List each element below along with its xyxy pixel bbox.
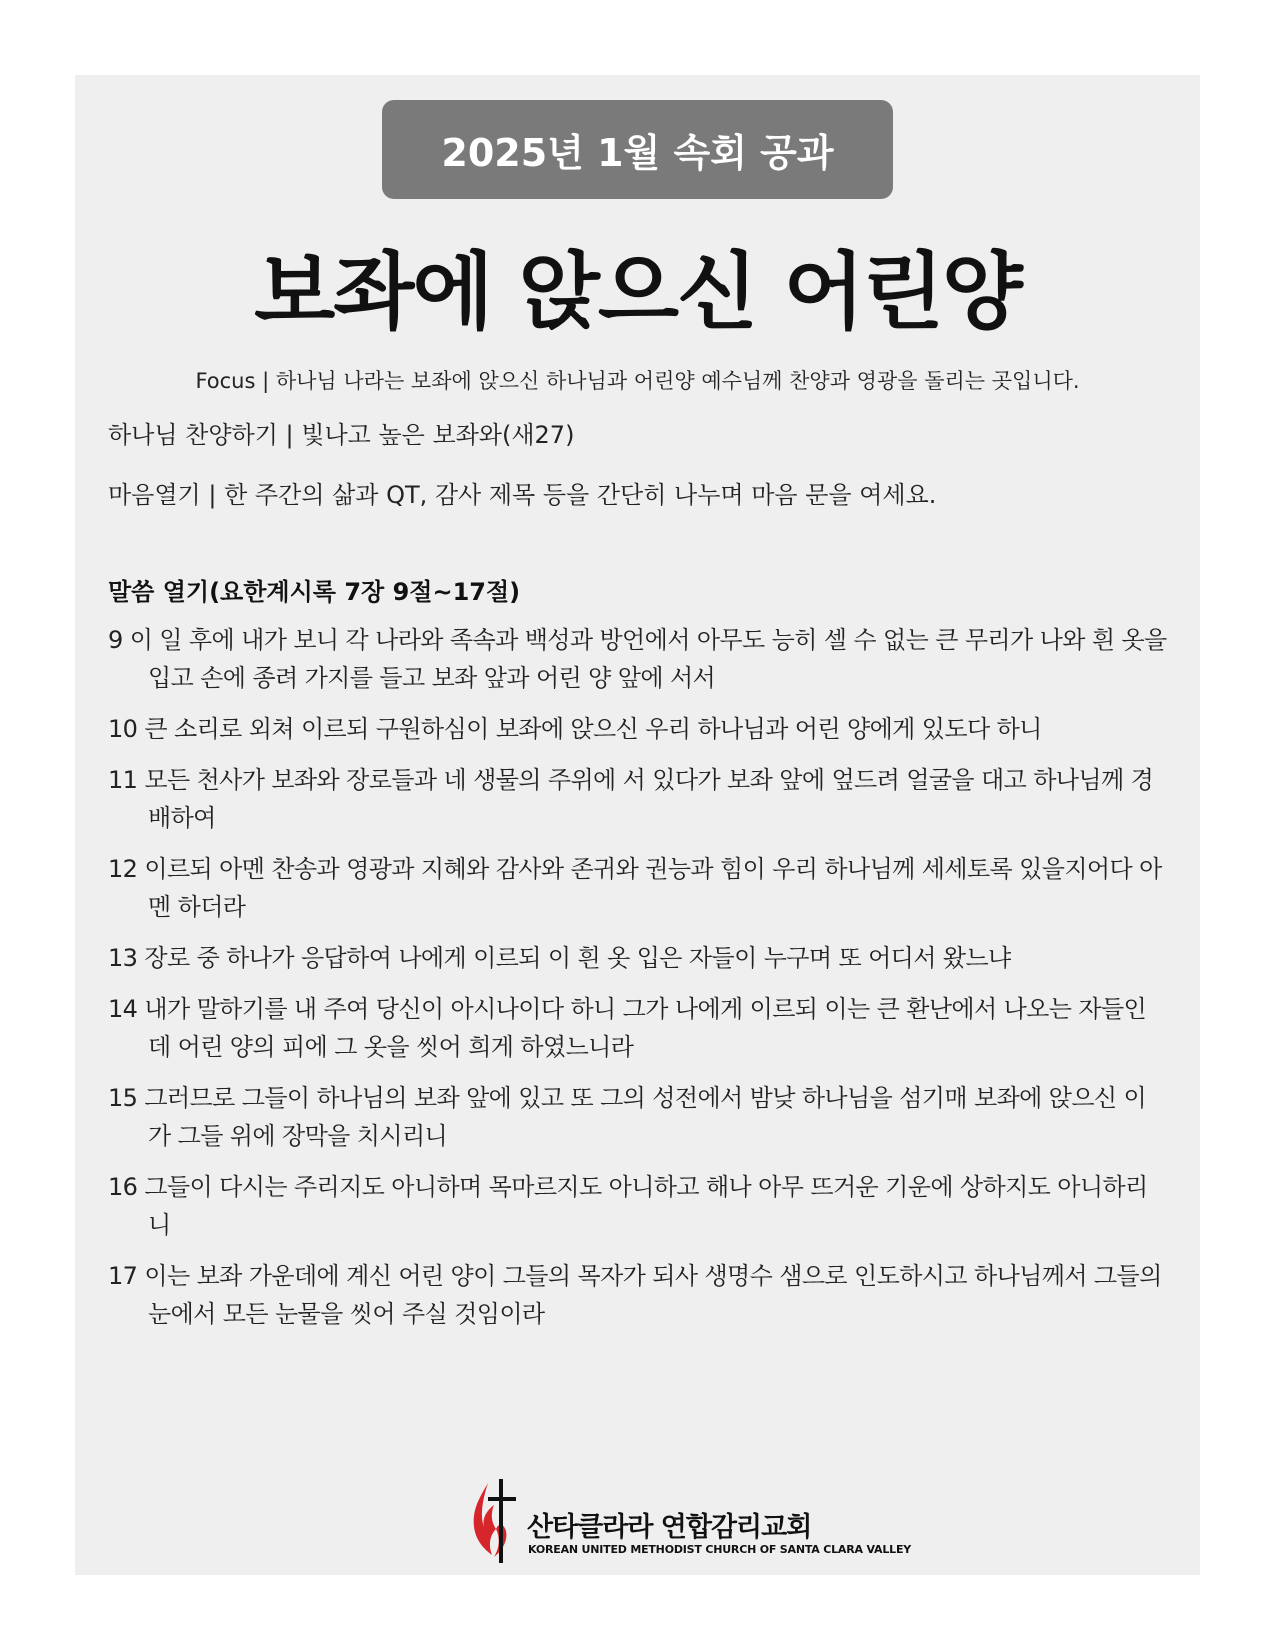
date-badge: 2025년 1월 속회 공과 [382, 100, 893, 199]
page-title: 보좌에 앉으신 어린양 [254, 243, 1021, 341]
verse-16: 16 그들이 다시는 주리지도 아니하며 목마르지도 아니하고 해나 아무 뜨거운 기운에 상하지도 아니하리니 [108, 1173, 1148, 1239]
scripture-heading: 말씀 열기(요한계시록 7장 9절~17절) [108, 578, 521, 606]
verse-11: 11 모든 천사가 보좌와 장로들과 네 생물의 주위에 서 있다가 보좌 앞에 엎드려 얼굴을 대고 하나님께 경배하여 [108, 766, 1154, 832]
verse-17: 17 이는 보좌 가운데에 계신 어린 양이 그들의 목자가 되사 생명수 샘으로 인도하시고 하나님께서 그들의 눈에서 모든 눈물을 씻어 주실 것임이라 [108, 1262, 1162, 1328]
verse-10: 10 큰 소리로 외쳐 이르되 구원하심이 보좌에 앉으신 우리 하나님과 어린 양에게 있도다 하니 [108, 715, 1042, 743]
church-logo [470, 1475, 912, 1567]
verse-13: 13 장로 중 하나가 응답하여 나에게 이르되 이 흰 옷 입은 자들이 누구며 또 어디서 왔느냐 [108, 944, 1011, 972]
lesson-sheet [75, 75, 1200, 1575]
church-name-english: KOREAN UNITED METHODIST CHURCH OF SANTA CLARA VALLEY [528, 1543, 912, 1556]
verse-12: 12 이르되 아멘 찬송과 영광과 지혜와 감사와 존귀와 권능과 힘이 우리 하나님께 세세토록 있을지어다 아멘 하더라 [108, 855, 1162, 921]
verse-list [108, 621, 1168, 1346]
focus-statement: Focus | 하나님 나라는 보좌에 앉으신 하나님과 어린양 예수님께 찬양과 영광을 돌리는 곳입니다. [195, 369, 1080, 393]
open-heart-line: 마음열기 | 한 주간의 삶과 QT, 감사 제목 등을 간단히 나누며 마음 문을 여세요. [108, 481, 937, 509]
verse-14: 14 내가 말하기를 내 주여 당신이 아시나이다 하니 그가 나에게 이르되 이는 큰 환난에서 나오는 자들인데 어린 양의 피에 그 옷을 씻어 희게 하였느니라 [108, 995, 1147, 1061]
verse-15: 15 그러므로 그들이 하나님의 보좌 앞에 있고 또 그의 성전에서 밤낮 하나님을 섬기매 보좌에 앉으신 이가 그들 위에 장막을 치시리니 [108, 1084, 1147, 1150]
praise-line: 하나님 찬양하기 | 빛나고 높은 보좌와(새27) [108, 421, 575, 449]
cross-and-flame-icon [470, 1475, 522, 1567]
verse-9: 9 이 일 후에 내가 보니 각 나라와 족속과 백성과 방언에서 아무도 능히 셀 수 없는 큰 무리가 나와 흰 옷을 입고 손에 종려 가지를 들고 보좌 앞과 어린 양 앞에 서서 [108, 626, 1167, 692]
church-name-korean: 산타클라라 연합감리교회 [527, 1512, 812, 1543]
